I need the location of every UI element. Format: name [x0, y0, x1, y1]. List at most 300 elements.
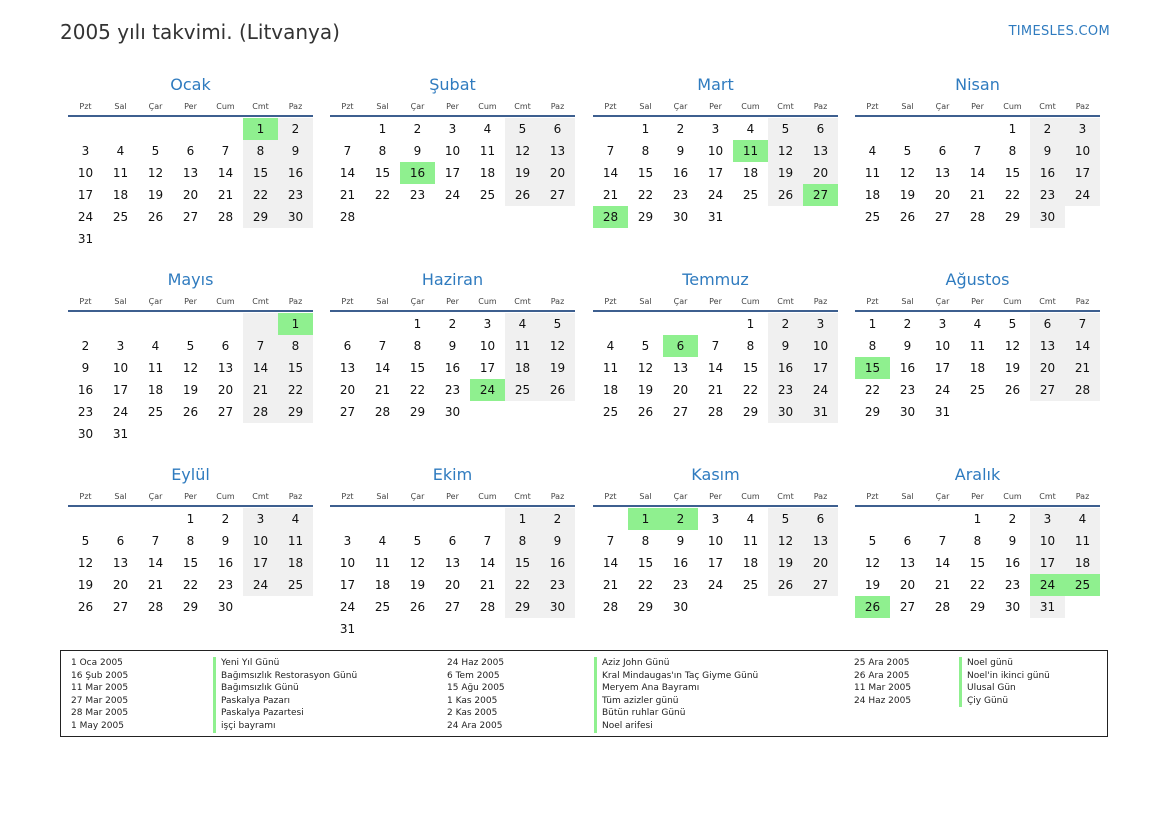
weekday-label: Paz [550, 297, 565, 306]
day-cell: 27 [899, 600, 916, 614]
day-cell: 28 [479, 600, 496, 614]
day-cell: 22 [637, 188, 654, 202]
weekday-header [593, 489, 838, 507]
empty-cell [103, 313, 138, 335]
legend-holiday-name: Paskalya Pazartesi [213, 707, 357, 720]
weekday-label: Cmt [777, 297, 794, 306]
day-cell: 6 [343, 339, 352, 353]
weekday-label: Cum [741, 297, 760, 306]
day-cell: 4 [606, 339, 615, 353]
month-10 [593, 461, 838, 618]
day-cell: 6 [448, 534, 457, 548]
day-cell: 27 [444, 600, 461, 614]
day-cell: 16 [768, 357, 803, 379]
day-cell: 27 [540, 184, 575, 206]
day-cell: 13 [899, 556, 916, 570]
day-cell: 22 [182, 578, 199, 592]
weekday-label: Cmt [1039, 102, 1056, 111]
day-cell: 26 [899, 210, 916, 224]
day-cell: 30 [444, 405, 461, 419]
day-cell: 13 [182, 166, 199, 180]
legend-date: 26 Ara 2005 [854, 670, 910, 681]
day-cell: 28 [147, 600, 164, 614]
day-cell: 16 [1030, 162, 1065, 184]
day-cell: 14 [339, 166, 356, 180]
day-cell: 13 [803, 530, 838, 552]
day-cell: 8 [186, 534, 195, 548]
day-cell: 22 [505, 574, 540, 596]
legend-dates-col-3 [854, 657, 911, 707]
day-cell: 26 [1004, 383, 1021, 397]
weekday-label: Paz [1075, 492, 1090, 501]
day-cell: 15 [637, 556, 654, 570]
day-cell: 10 [707, 534, 724, 548]
day-cell: 21 [969, 188, 986, 202]
day-cell: 22 [864, 383, 881, 397]
day-cell: 19 [182, 383, 199, 397]
weekday-label: Pzt [79, 297, 92, 306]
day-cell: 5 [186, 339, 195, 353]
day-cell: 10 [1030, 530, 1065, 552]
day-cell: 23 [217, 578, 234, 592]
holiday-day-cell: 1 [243, 118, 278, 140]
day-cell: 9 [278, 140, 313, 162]
day-cell: 30 [540, 596, 575, 618]
day-cell: 14 [969, 166, 986, 180]
day-cell: 25 [374, 600, 391, 614]
day-cell: 25 [479, 188, 496, 202]
day-cell: 22 [637, 578, 654, 592]
weekday-label: Paz [288, 297, 303, 306]
weekday-header [68, 294, 313, 312]
holiday-day-cell: 27 [803, 184, 838, 206]
day-cell: 18 [374, 578, 391, 592]
day-cell: 7 [151, 534, 160, 548]
weekday-label: Per [709, 297, 722, 306]
day-cell: 21 [217, 188, 234, 202]
days-grid [593, 117, 838, 228]
empty-cell [925, 508, 960, 530]
weekday-label: Cum [478, 492, 497, 501]
empty-cell [208, 313, 243, 335]
legend-holiday-name: Aziz John Günü [594, 657, 758, 670]
day-cell: 21 [339, 188, 356, 202]
weekday-header [68, 489, 313, 507]
day-cell: 10 [112, 361, 129, 375]
day-cell: 5 [903, 144, 912, 158]
day-cell: 23 [278, 184, 313, 206]
day-cell: 10 [934, 339, 951, 353]
empty-cell [435, 508, 470, 530]
day-cell: 8 [973, 534, 982, 548]
weekday-label: Per [446, 297, 459, 306]
empty-cell [243, 313, 278, 335]
empty-cell [138, 508, 173, 530]
weekday-label: Pzt [79, 102, 92, 111]
day-cell: 30 [899, 405, 916, 419]
day-cell: 16 [1004, 556, 1021, 570]
day-cell: 19 [768, 162, 803, 184]
day-cell: 12 [768, 140, 803, 162]
weekday-label: Cum [216, 102, 235, 111]
day-cell: 19 [864, 578, 881, 592]
day-cell: 2 [903, 317, 912, 331]
legend-dates-col-2 [447, 657, 505, 733]
day-cell: 21 [707, 383, 724, 397]
day-cell: 12 [864, 556, 881, 570]
day-cell: 28 [934, 600, 951, 614]
day-cell: 11 [742, 534, 759, 548]
day-cell: 17 [934, 361, 951, 375]
empty-cell [365, 508, 400, 530]
day-cell: 19 [505, 162, 540, 184]
holiday-day-cell: 24 [470, 379, 505, 401]
days-grid [68, 507, 313, 618]
day-cell: 21 [602, 578, 619, 592]
weekday-label: Paz [813, 297, 828, 306]
day-cell: 28 [602, 600, 619, 614]
weekday-label: Çar [935, 102, 950, 111]
weekday-label: Cum [478, 102, 497, 111]
weekday-header [855, 489, 1100, 507]
empty-cell [593, 508, 628, 530]
day-cell: 3 [116, 339, 125, 353]
day-cell: 24 [934, 383, 951, 397]
legend-holiday-name: Yeni Yıl Günü [213, 657, 357, 670]
legend-date: 24 Haz 2005 [447, 658, 505, 668]
legend-holiday-name: Kral Mindaugas'ın Taç Giyme Günü [594, 670, 758, 683]
day-cell: 2 [448, 317, 457, 331]
day-cell: 20 [182, 188, 199, 202]
days-grid [593, 507, 838, 618]
empty-cell [960, 118, 995, 140]
day-cell: 2 [768, 313, 803, 335]
legend-date: 27 Mar 2005 [71, 695, 129, 706]
month-0 [68, 71, 313, 250]
day-cell: 12 [540, 335, 575, 357]
legend-date: 15 Ağu 2005 [447, 683, 505, 694]
month-3 [855, 71, 1100, 228]
legend-date: 11 Mar 2005 [71, 683, 129, 694]
day-cell: 29 [409, 405, 426, 419]
day-cell: 8 [1008, 144, 1017, 158]
holiday-legend [60, 650, 1108, 737]
day-cell: 10 [339, 556, 356, 570]
month-name: Haziran [421, 270, 484, 289]
day-cell: 11 [374, 556, 391, 570]
day-cell: 25 [864, 210, 881, 224]
day-cell: 8 [413, 339, 422, 353]
day-cell: 13 [444, 556, 461, 570]
day-cell: 18 [742, 556, 759, 570]
day-cell: 16 [217, 556, 234, 570]
day-cell: 27 [112, 600, 129, 614]
day-cell: 9 [1008, 534, 1017, 548]
day-cell: 14 [1065, 335, 1100, 357]
weekday-label: Pzt [866, 492, 879, 501]
day-cell: 6 [803, 508, 838, 530]
weekday-label: Çar [935, 492, 950, 501]
day-cell: 29 [505, 596, 540, 618]
day-cell: 8 [505, 530, 540, 552]
day-cell: 2 [221, 512, 230, 526]
day-cell: 28 [707, 405, 724, 419]
weekday-label: Cum [741, 492, 760, 501]
weekday-label: Sal [114, 102, 127, 111]
weekday-label: Cmt [514, 492, 531, 501]
weekday-label: Çar [673, 297, 688, 306]
day-cell: 20 [803, 162, 838, 184]
day-cell: 17 [1065, 162, 1100, 184]
day-cell: 15 [409, 361, 426, 375]
weekday-label: Per [709, 492, 722, 501]
day-cell: 20 [803, 552, 838, 574]
days-grid [855, 507, 1100, 618]
day-cell: 12 [409, 556, 426, 570]
day-cell: 10 [243, 530, 278, 552]
weekday-label: Sal [114, 297, 127, 306]
day-cell: 4 [278, 508, 313, 530]
legend-holiday-name: Noel arifesi [594, 720, 758, 733]
day-cell: 19 [637, 383, 654, 397]
empty-cell [138, 313, 173, 335]
day-cell: 15 [1004, 166, 1021, 180]
day-cell: 13 [934, 166, 951, 180]
day-cell: 23 [444, 383, 461, 397]
day-cell: 15 [278, 357, 313, 379]
day-cell: 20 [339, 383, 356, 397]
day-cell: 14 [374, 361, 391, 375]
day-cell: 7 [221, 144, 230, 158]
day-cell: 9 [1030, 140, 1065, 162]
day-cell: 26 [637, 405, 654, 419]
empty-cell [890, 508, 925, 530]
day-cell: 8 [746, 339, 755, 353]
day-cell: 14 [602, 166, 619, 180]
empty-cell [855, 508, 890, 530]
month-name: Ocak [170, 75, 211, 94]
legend-date: 16 Şub 2005 [71, 670, 129, 681]
empty-cell [890, 118, 925, 140]
day-cell: 20 [672, 383, 689, 397]
weekday-header [593, 99, 838, 117]
days-grid [330, 312, 575, 423]
legend-date: 1 Kas 2005 [447, 695, 498, 706]
legend-holiday-name: Tüm azizler günü [594, 695, 758, 708]
day-cell: 12 [182, 361, 199, 375]
weekday-header [855, 294, 1100, 312]
holiday-day-cell: 1 [628, 508, 663, 530]
day-cell: 18 [742, 166, 759, 180]
empty-cell [68, 118, 103, 140]
legend-dates-col-1 [71, 657, 128, 733]
weekday-label: Per [184, 297, 197, 306]
day-cell: 1 [1008, 122, 1017, 136]
day-cell: 20 [1030, 357, 1065, 379]
legend-holiday-name: Ulusal Gün [959, 682, 1050, 695]
brand-logo-link[interactable]: TIMESLES.COM [1008, 24, 1110, 39]
weekday-label: Paz [813, 492, 828, 501]
day-cell: 30 [672, 210, 689, 224]
day-cell: 23 [899, 383, 916, 397]
day-cell: 18 [479, 166, 496, 180]
day-cell: 19 [147, 188, 164, 202]
day-cell: 22 [243, 184, 278, 206]
legend-date: 25 Ara 2005 [854, 658, 910, 668]
day-cell: 1 [186, 512, 195, 526]
month-name: Mart [697, 75, 734, 94]
day-cell: 25 [278, 574, 313, 596]
empty-cell [593, 313, 628, 335]
day-cell: 7 [1065, 313, 1100, 335]
day-cell: 4 [746, 122, 755, 136]
day-cell: 28 [374, 405, 391, 419]
weekday-label: Sal [639, 102, 652, 111]
day-cell: 10 [77, 166, 94, 180]
day-cell: 6 [903, 534, 912, 548]
day-cell: 4 [973, 317, 982, 331]
day-cell: 29 [864, 405, 881, 419]
empty-cell [663, 313, 698, 335]
weekday-header [330, 294, 575, 312]
day-cell: 19 [1004, 361, 1021, 375]
weekday-label: Sal [376, 297, 389, 306]
day-cell: 3 [243, 508, 278, 530]
day-cell: 28 [243, 401, 278, 423]
day-cell: 3 [803, 313, 838, 335]
day-cell: 13 [672, 361, 689, 375]
legend-holiday-name: işçi bayramı [213, 720, 357, 733]
day-cell: 11 [479, 144, 496, 158]
holiday-day-cell: 11 [733, 140, 768, 162]
day-cell: 18 [505, 357, 540, 379]
weekday-label: Pzt [604, 492, 617, 501]
weekday-label: Paz [1075, 102, 1090, 111]
day-cell: 6 [803, 118, 838, 140]
legend-date: 1 Oca 2005 [71, 658, 123, 668]
day-cell: 22 [1004, 188, 1021, 202]
day-cell: 20 [899, 578, 916, 592]
day-cell: 31 [112, 427, 129, 441]
empty-cell [103, 508, 138, 530]
day-cell: 7 [343, 144, 352, 158]
page-title: 2005 yılı takvimi. (Litvanya) [60, 20, 340, 44]
day-cell: 24 [112, 405, 129, 419]
weekday-label: Per [971, 297, 984, 306]
month-7 [855, 266, 1100, 423]
month-6 [593, 266, 838, 423]
day-cell: 3 [343, 534, 352, 548]
day-cell: 1 [641, 122, 650, 136]
day-cell: 12 [77, 556, 94, 570]
day-cell: 17 [1030, 552, 1065, 574]
legend-date: 1 May 2005 [71, 720, 124, 731]
holiday-day-cell: 6 [663, 335, 698, 357]
day-cell: 12 [899, 166, 916, 180]
weekday-label: Per [446, 102, 459, 111]
day-cell: 9 [540, 530, 575, 552]
day-cell: 10 [444, 144, 461, 158]
day-cell: 24 [243, 574, 278, 596]
day-cell: 25 [112, 210, 129, 224]
day-cell: 17 [77, 188, 94, 202]
day-cell: 14 [602, 556, 619, 570]
day-cell: 28 [339, 210, 356, 224]
day-cell: 30 [768, 401, 803, 423]
day-cell: 17 [444, 166, 461, 180]
weekday-label: Per [184, 102, 197, 111]
day-cell: 25 [602, 405, 619, 419]
day-cell: 9 [676, 534, 685, 548]
day-cell: 12 [505, 140, 540, 162]
weekday-label: Cmt [252, 492, 269, 501]
day-cell: 23 [540, 574, 575, 596]
legend-holiday-name: Paskalya Pazarı [213, 695, 357, 708]
empty-cell [173, 118, 208, 140]
weekday-label: Çar [148, 492, 163, 501]
day-cell: 5 [1008, 317, 1017, 331]
day-cell: 29 [969, 600, 986, 614]
legend-date: 11 Mar 2005 [854, 683, 912, 694]
empty-cell [68, 508, 103, 530]
weekday-label: Cmt [252, 102, 269, 111]
day-cell: 10 [479, 339, 496, 353]
day-cell: 4 [868, 144, 877, 158]
day-cell: 15 [182, 556, 199, 570]
day-cell: 2 [81, 339, 90, 353]
day-cell: 5 [868, 534, 877, 548]
day-cell: 20 [540, 162, 575, 184]
day-cell: 26 [147, 210, 164, 224]
day-cell: 19 [540, 357, 575, 379]
day-cell: 3 [81, 144, 90, 158]
legend-holiday-name: Çiy Günü [959, 695, 1050, 708]
day-cell: 9 [903, 339, 912, 353]
day-cell: 14 [479, 556, 496, 570]
legend-date: 24 Ara 2005 [447, 720, 503, 731]
month-1 [330, 71, 575, 228]
day-cell: 13 [1030, 335, 1065, 357]
day-cell: 5 [768, 508, 803, 530]
weekday-label: Per [971, 102, 984, 111]
weekday-label: Cum [741, 102, 760, 111]
legend-names-col-2 [594, 657, 758, 733]
month-name: Temmuz [682, 270, 749, 289]
day-cell: 14 [147, 556, 164, 570]
day-cell: 20 [934, 188, 951, 202]
day-cell: 30 [217, 600, 234, 614]
day-cell: 7 [483, 534, 492, 548]
day-cell: 19 [899, 188, 916, 202]
day-cell: 30 [278, 206, 313, 228]
month-name: Kasım [691, 465, 740, 484]
day-cell: 5 [540, 313, 575, 335]
day-cell: 8 [868, 339, 877, 353]
day-cell: 10 [803, 335, 838, 357]
weekday-label: Pzt [341, 492, 354, 501]
day-cell: 17 [707, 556, 724, 570]
day-cell: 14 [934, 556, 951, 570]
day-cell: 5 [641, 339, 650, 353]
day-cell: 6 [116, 534, 125, 548]
weekday-label: Cum [1003, 297, 1022, 306]
legend-names-col-1 [213, 657, 357, 733]
day-cell: 7 [606, 144, 615, 158]
day-cell: 11 [112, 166, 129, 180]
day-cell: 10 [1065, 140, 1100, 162]
day-cell: 4 [483, 122, 492, 136]
day-cell: 1 [746, 317, 755, 331]
